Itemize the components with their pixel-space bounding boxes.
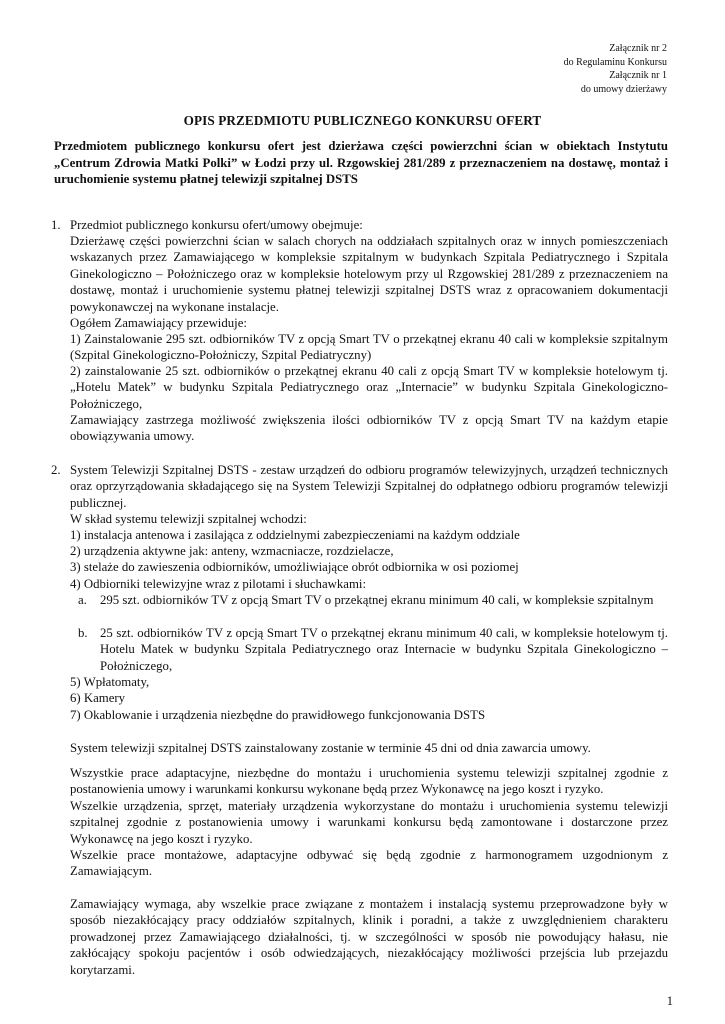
composition-item-4: 4) Odbiorniki telewizyjne wraz z pilotami i słuchawkami:	[70, 577, 367, 591]
section-1-overall: Ogółem Zamawiający przewiduje:	[70, 316, 247, 330]
composition-item-3: 3) stelaże do zawieszenia odbiorników, umożliwiające obrót odbiornika w osi poziomej	[70, 560, 519, 574]
composition-item-6: 6) Kamery	[70, 691, 126, 705]
section-2-number: 2.	[51, 463, 61, 477]
annex-reference	[417, 42, 667, 96]
annex-line-2: do Regulaminu Konkursu	[563, 56, 667, 68]
section-2-description: System Telewizji Szpitalnej DSTS - zestaw urządzeń do odbioru programów telewizyjnych, urządzeń technicznych oraz oprzyrządowania składającego się na System Telewizji Szpitalnej do odpłatnego odbioru programów telewizji publicznej.	[70, 463, 668, 510]
composition-item-1: 1) instalacja antenowa i zasilająca z oddzielnymi zabezpieczeniami na każdym oddziale	[70, 528, 520, 542]
schedule-paragraph: Wszelkie prace montażowe, adaptacyjne odbywać się będą zgodnie z harmonogramem uzgodnionym z Zamawiającym.	[70, 848, 668, 879]
intro-paragraph: Przedmiotem publicznego konkursu ofert jest dzierżawa części powierzchni ścian w obiektach Instytutu „Centrum Zdrowia Matki Polki” w Łodzi przy ul. Rzgowskiej 281/289 z przeznaczeniem na dostawę, montaż i uruchomienie systemu płatnej telewizji szpitalnej DSTS	[54, 139, 668, 186]
composition-item-4b: 25 szt. odbiorników TV z opcją Smart TV o przekątnej ekranu minimum 40 cali, w kompleksie hotelowym tj. Hotelu Matek w budynku Szpitala Pediatrycznego oraz Internacie w budynku Szpitala Ginekologiczno – Położniczego,	[100, 626, 668, 673]
adaptation-works-paragraph: Wszystkie prace adaptacyjne, niezbędne do montażu i uruchomienia systemu telewizji szpitalnej zgodnie z postanowienia umowy i warunkami konkursu wykonane będą przez Wykonawcę na jego koszt i ryzyko.	[70, 766, 668, 797]
composition-item-2: 2) urządzenia aktywne jak: anteny, wzmacniacze, rozdzielacze,	[70, 544, 394, 558]
annex-line-3: Załącznik nr 1	[609, 70, 667, 81]
section-1-number: 1.	[51, 218, 61, 232]
composition-item-5: 5) Wpłatomaty,	[70, 675, 150, 689]
section-1-description: Dzierżawę części powierzchni ścian w salach chorych na oddziałach szpitalnych oraz w innych pomieszczeniach wskazanych przez Zamawiającego w kompleksie szpitalnym w budynkach Szpitala Pediatrycznego i Szpitala Ginekologiczno – Położniczego oraz w kompleksie hotelowym przy ul Rzgowskiej 281/289 z przeznaczeniem na dostawę, montaż i uruchomienie systemu płatnej telewizji szpitalnej DSTS wraz z opracowaniem dokumentacji powykonawczej na wykonane instalacje.	[70, 234, 668, 314]
page-number: 1	[666, 994, 673, 1008]
annex-line-4: do umowy dzierżawy	[580, 83, 667, 95]
composition-item-4a-label: a.	[78, 593, 87, 607]
annex-line-1: Załącznik nr 2	[609, 43, 667, 54]
composition-item-4b-label: b.	[78, 626, 88, 640]
requirements-paragraph: Zamawiający wymaga, aby wszelkie prace związane z montażem i instalacją systemu przeprowadzone były w sposób niezakłócający pracy oddziałów szpitalnych, klinik i poradni, a także z uwzględnieniem charakteru prowadzonej przez Zamawiającego działalności, tj. w szczególności w sposób nie powodujący hałasu, nie zakłócający spokoju pacjentów i osób odwiedzających, niezakłócający możliwości przejścia lub przejazdu korytarzami.	[70, 897, 668, 977]
devices-paragraph: Wszelkie urządzenia, sprzęt, materiały urządzenia wykorzystane do montażu i uruchomienia systemu telewizji szpitalnej zgodnie z postanowienia umowy i warunkami konkursu będą zamontowane i dostarczone przez Wykonawcę na jego koszt i ryzyko.	[70, 799, 668, 846]
composition-item-7: 7) Okablowanie i urządzenia niezbędne do prawidłowego funkcjonowania DSTS	[70, 708, 486, 722]
document-title: OPIS PRZEDMIOTU PUBLICZNEGO KONKURSU OFERT	[183, 113, 542, 128]
section-2-composition-heading: W skład systemu telewizji szpitalnej wchodzi:	[70, 512, 307, 526]
section-1-item-1: 1) Zainstalowanie 295 szt. odbiorników TV z opcją Smart TV o przekątnej ekranu 40 cali w kompleksie szpitalnym (Szpital Ginekologiczno-Położniczy, Szpital Pediatryczny)	[70, 332, 668, 363]
section-1-heading: Przedmiot publicznego konkursu ofert/umowy obejmuje:	[70, 218, 363, 232]
section-1-item-2: 2) zainstalowanie 25 szt. odbiorników o przekątnej ekranu 40 cali z opcją Smart TV w kompleksie hotelowym tj. „Hotelu Matek” w budynku Szpitala Pediatrycznego oraz „Internacie” w budynku Szpitala Ginekologiczno-Położniczego,	[70, 364, 668, 411]
composition-item-4a: 295 szt. odbiorników TV z opcją Smart TV o przekątnej ekranu minimum 40 cali, w kompleksie szpitalnym	[100, 593, 654, 607]
section-1-reserve: Zamawiający zastrzega możliwość zwiększenia ilości odbiorników TV z opcją Smart TV na każdym etapie obowiązywania umowy.	[70, 413, 668, 444]
installation-deadline: System telewizji szpitalnej DSTS zainstalowany zostanie w terminie 45 dni od dnia zawarcia umowy.	[70, 741, 591, 755]
